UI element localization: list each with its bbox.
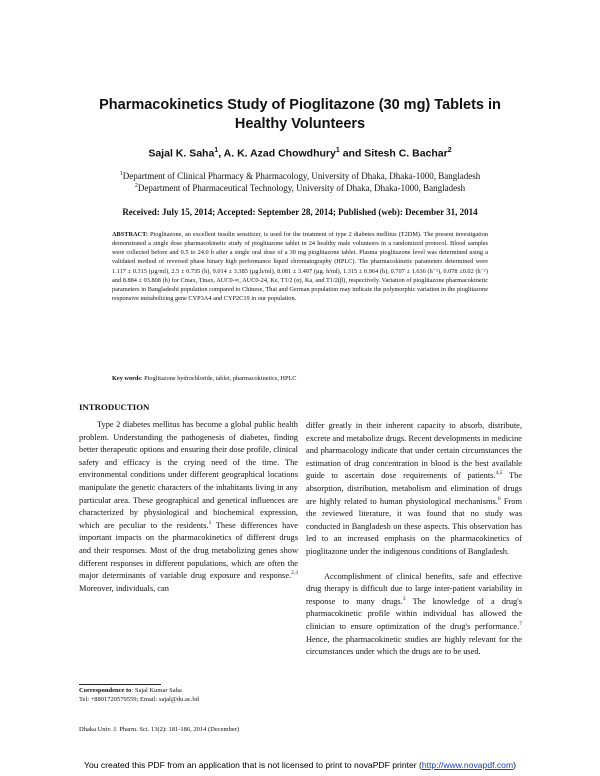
- affiliation-2: [90, 181, 510, 194]
- affiliation-mark: 2: [134, 183, 138, 189]
- citation-mark: 7: [519, 621, 522, 628]
- publication-dates: Received: July 15, 2014; Accepted: September 28, 2014; Published (web): December 31, 2014: [122, 207, 478, 217]
- author-list: Sajal K. Saha$^1$, A. K. Azad Chowdhury$^1$ and Sitesh C. Bachar$^2$: [148, 147, 452, 160]
- author-name: A. K. Azad Chowdhury: [223, 147, 336, 160]
- affiliation-text: Department of Clinical Pharmacy & Pharmacology, University of Dhaka, Dhaka-1000, Bangladesh: [122, 171, 481, 181]
- correspondence-footnote: [79, 686, 299, 704]
- author-affil-mark: 1: [335, 147, 340, 154]
- watermark-suffix: ): [513, 760, 516, 770]
- affiliation-text: Department of Pharmaceutical Technology, University of Dhaka, Dhaka-1000, Bangladesh: [137, 183, 466, 193]
- author-connector: and: [342, 147, 362, 160]
- abstract: [112, 230, 488, 303]
- correspondence-contact: Tel: +8801720579559; Email: sajal@du.ac.bd: [79, 696, 199, 703]
- journal-citation: Dhaka Univ. J. Pharm. Sci. 13(2): 181-186, 2014 (December): [79, 726, 240, 733]
- paragraph-text: The knowledge of a drug's pharmacokinetic profile within individual has allowed the clinician to ensure optimization of the drug's performance.: [306, 596, 522, 631]
- correspondence-label: Correspondence to: [79, 687, 132, 694]
- paragraph-text: The absorption, distribution, metabolism and elimination of drugs are highly related to human physiological mechanisms.: [306, 471, 522, 506]
- citation-mark: 2,3: [291, 570, 298, 577]
- paragraph-text: differ greatly in their inherent capacity to absorb, distribute, excrete and metabolize drugs. Recent developments in medicine and pharmacology indicate that under certain circumstances the estimation of drug concentration in blood is the best available guide to ascertain dose requirements of patients.: [306, 421, 522, 481]
- left-column: [79, 419, 298, 595]
- paper-title: Pharmacokinetics Study of Pioglitazone (30 mg) Tablets in Healthy Volunteers: [99, 97, 501, 132]
- keywords-label: Key words: [112, 375, 141, 382]
- citation-mark: 1: [208, 519, 212, 526]
- paragraph-text: Type 2 diabetes mellitus has become a global public health problem. Understanding the pathogenesis of diabetes, finding better therapeutic options and ensuring their dose profile, clinical safety and efficacy is the crying need of the time. The environmental conditions under different geographical locations manipulate the genetic characters of the inhabitants living in any particular area. These geographical and genetical influences are characterized by physiological and biochemical expression, which are peculiar to the residents.: [79, 420, 298, 530]
- author-affil-mark: 2: [447, 147, 452, 154]
- paragraph-text: Accomplishment of clinical benefits, safe and effective drug therapy is difficult due to large inter-patient variability in response to many drugs.: [306, 571, 522, 606]
- section-heading: INTRODUCTION: [79, 402, 150, 412]
- paragraph-text: Moreover, individuals, can: [79, 583, 169, 593]
- citation-mark: 3: [402, 595, 406, 602]
- author-affil-mark: 1: [214, 147, 219, 154]
- footnote-divider: [79, 684, 161, 685]
- paragraph-text: These differences have important impacts on the pharmacokinetics of different drugs and their responses. Most of the drug metabolizing genes show different responses in different populations, which are often the major determinants of variable drug exposure and response.: [79, 520, 298, 581]
- author-name: Sitesh C. Bachar: [364, 147, 448, 160]
- watermark-link[interactable]: http://www.novapdf.com: [421, 760, 514, 770]
- citation-mark: 6: [497, 495, 501, 502]
- paragraph-text: From the reviewed literature, it was found that no study was conducted in Bangladesh on these aspects. This observation has led to an increased emphasis on the pharmacokinetics of pioglitazone under the indigenous conditions of Bangladesh.: [306, 496, 522, 556]
- abstract-label: ABSTRACT:: [112, 231, 148, 238]
- citation-mark: 4,5: [495, 470, 503, 477]
- paragraph: [79, 419, 298, 595]
- watermark-text: You created this PDF from an application that is not licensed to print to novaPDF printer (: [84, 760, 422, 770]
- pdf-watermark: [0, 760, 600, 770]
- author-name: Sajal K. Saha: [148, 147, 215, 160]
- abstract-text: Pioglitazone, an excellent insulin sensitizer, is used for the treatment of type 2 diabetes mellitus (T2DM). The present investigation demonstrated a single dose pharmacokinetic study of pioglitazone tablet in 24 healthy male volunteers in a randomized protocol. Blood samples were collected before and 0.5 to 24.0 h after a single oral dose of a 30 mg pioglitazone tablet. Plasma pioglitazone level was determined using a validated method of reversed phase binary high performance liquid chromatography (HPLC). The pharmacokinetic parameters determined were 1.117 ± 0.315 (µg/ml), 2.5 ± 0.735 (h), 9.014 ± 3.385 (µg.h/ml), 8.081 ± 3.407 (µg. h/ml), 1.315 ± 0.964 (h), 0.707 ± 1.636 (h⁻¹), 0.078 ±0.02 (h⁻¹) and 8.884 ± 03.808 (h) for Cmax, Tmax, AUC0-∞, AUC0-24, Ke, T1/2 (α), Ka, and T1/2(β), respectively. Variation of pioglitazone pharmacokinetic parameters in Bangladeshi population compared to Chinese, Thai and German population may indicate the polymorphic variation in the pioglitazone responsive metabolizing gene CYP3A4 and CYP2C19 in our population.: [112, 231, 489, 303]
- affiliation-mark: 1: [119, 171, 123, 177]
- right-column: [306, 420, 522, 659]
- paragraph: [306, 571, 522, 659]
- keywords: [112, 375, 488, 382]
- paragraph-text: Hence, the pharmacokinetic studies are highly relevant for the circumstances under which the drugs are to be used.: [306, 634, 522, 657]
- paragraph: [306, 420, 522, 559]
- keywords-text: : Pioglitazone hydrochloride, tablet, pharmacokinetics, HPLC: [140, 375, 297, 382]
- correspondence-name: : Sajal Kumar Saha: [131, 687, 182, 694]
